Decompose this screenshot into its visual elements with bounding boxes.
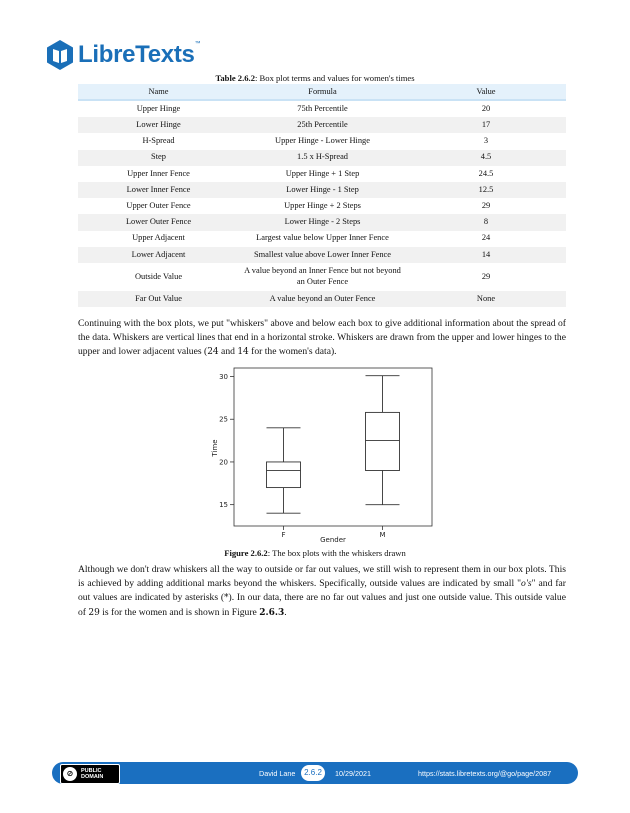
- table-cell: H-Spread: [142, 136, 175, 146]
- footer-date: 10/29/2021: [335, 769, 371, 778]
- table-cell: 4.5: [406, 150, 566, 166]
- footer-url[interactable]: https://stats.libretexts.org/@go/page/2087: [418, 769, 552, 778]
- box: [267, 462, 301, 488]
- footer-page-number: 2.6.2: [301, 765, 325, 781]
- table-cell: Upper Outer Fence: [126, 200, 191, 210]
- table-cell: Upper Hinge + 2 Steps: [284, 200, 361, 210]
- table-row: [78, 214, 566, 230]
- table-row: [78, 247, 566, 263]
- table-cell: 1.5 x H-Spread: [239, 150, 406, 166]
- table-row: [78, 182, 566, 198]
- box-plot-figure: [200, 362, 440, 552]
- table-header-value: Value: [406, 84, 566, 100]
- public-domain-icon: ⊘: [63, 767, 77, 781]
- box: [366, 412, 400, 470]
- table-cell: 14: [406, 247, 566, 263]
- table-cell: 8: [406, 214, 566, 230]
- paragraph-whiskers: Continuing with the box plots, we put "whiskers" above and below each box to give additional information about the spread of the data. Whiskers are vertical lines that end in a horizontal stroke. Whiskers are drawn from the upper and lower hinges to the upper and lower adjacent values (24 and 14 for the women's data).: [78, 318, 566, 358]
- figure-link[interactable]: 2.6.3: [259, 607, 285, 618]
- table-cell: Upper Hinge + 1 Step: [285, 168, 360, 178]
- table-cell: Largest value below Upper Inner Fence: [256, 233, 389, 243]
- table-cell: Step: [78, 150, 239, 166]
- table-cell: A value beyond an Outer Fence: [239, 291, 406, 307]
- table-cell: 20: [481, 103, 491, 113]
- table-cell: 29: [481, 200, 491, 210]
- figure-caption: Figure 2.6.2: The box plots with the whiskers drawn: [224, 548, 406, 558]
- box-plot-chart: [200, 362, 440, 547]
- footer-author: David Lane: [259, 769, 296, 778]
- table-cell: 25th Percentile: [239, 117, 406, 133]
- boxes: [267, 376, 400, 514]
- y-axis: [219, 373, 234, 509]
- logo-text: LibreTexts™: [78, 41, 201, 68]
- box-plot-terms-table: [78, 84, 566, 307]
- x-tick-label: F: [281, 531, 286, 539]
- box-M: [366, 376, 400, 505]
- table-cell: Far Out Value: [78, 291, 239, 307]
- y-tick-label: 25: [219, 415, 228, 424]
- y-tick-label: 30: [219, 373, 228, 382]
- table-cell: Smallest value above Lower Inner Fence: [239, 247, 406, 263]
- y-tick-label: 15: [219, 501, 228, 510]
- table-cell: A value beyond an Inner Fence but not beyond an Outer Fence: [244, 266, 401, 286]
- plot-frame: [234, 368, 432, 526]
- table-row: [78, 166, 566, 182]
- table-cell: Upper Hinge - Lower Hinge: [275, 136, 370, 146]
- table-header-row: [78, 84, 566, 100]
- box-F: [267, 428, 301, 513]
- table-cell: 17: [406, 117, 566, 133]
- table-cell: Upper Adjacent: [132, 233, 185, 243]
- table-header-name: Name: [78, 84, 239, 100]
- page-footer: [52, 762, 578, 784]
- table-row: [78, 100, 566, 117]
- table-cell: 75th Percentile: [297, 103, 348, 113]
- table-row: [78, 291, 566, 307]
- table-header-formula: Formula: [239, 84, 406, 100]
- libretexts-logo[interactable]: [46, 38, 200, 72]
- table-cell: Upper Hinge: [136, 103, 181, 113]
- public-domain-badge[interactable]: ⊘ PUBLIC DOMAIN: [60, 764, 120, 784]
- table-cell: Lower Hinge: [78, 117, 239, 133]
- table-cell: 12.5: [406, 182, 566, 198]
- table-row: [78, 198, 566, 214]
- table-row: [78, 231, 566, 247]
- table-cell: Lower Outer Fence: [78, 214, 239, 230]
- table-cell: Lower Hinge - 2 Steps: [239, 214, 406, 230]
- table-cell: Lower Hinge - 1 Step: [239, 182, 406, 198]
- x-axis-label: Gender: [320, 536, 346, 544]
- table-cell: None: [406, 291, 566, 307]
- table-cell: 24: [481, 233, 491, 243]
- table-cell: Lower Inner Fence: [78, 182, 239, 198]
- paragraph-outside-values: Although we don't draw whiskers all the way to outside or far out values, we still wish to represent them in our box plots. This is achieved by adding additional marks beyond the whiskers. Specifically, outside values are indicated by small "o's" and far out values are indicated by asterisks (*). In our data, there are no far out values and just one outside value. This outside value of 29 is for the women and is shown in Figure 2.6.3.: [78, 564, 566, 618]
- table-cell: Upper Inner Fence: [127, 168, 190, 178]
- table-cell: 3: [483, 136, 489, 146]
- libretexts-logo-icon: [46, 39, 74, 71]
- table-row: [78, 133, 566, 149]
- x-tick-label: M: [379, 531, 386, 539]
- table-caption: Table 2.6.2: Box plot terms and values for women's times: [215, 73, 415, 83]
- y-tick-label: 20: [219, 458, 228, 467]
- table-row: [78, 263, 566, 291]
- table-cell: 29: [481, 271, 491, 281]
- y-axis-label: Time: [211, 439, 219, 457]
- table-cell: 24.5: [478, 168, 494, 178]
- table-row: [78, 150, 566, 166]
- table-cell: Lower Adjacent: [78, 247, 239, 263]
- table-row: [78, 117, 566, 133]
- table-cell: Outside Value: [134, 271, 183, 281]
